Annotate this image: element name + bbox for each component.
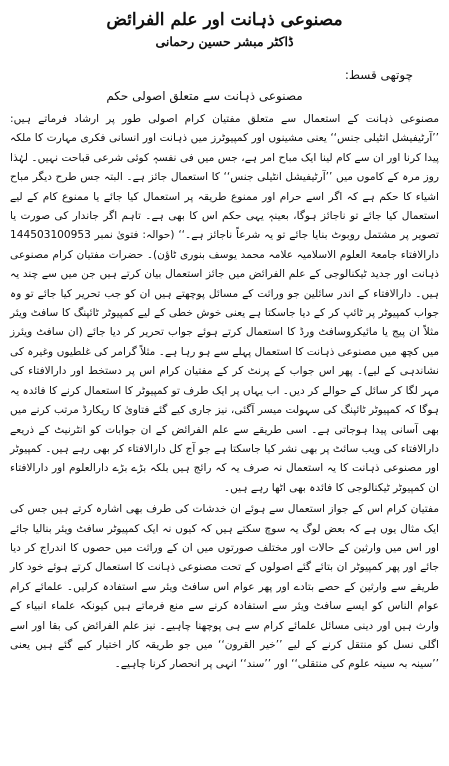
section-heading: مصنوعی ذہانت سے متعلق اصولی حکم — [106, 89, 303, 103]
installment-label: چوتھی قسط: — [344, 68, 413, 82]
paragraph-2: مفتیان کرام اس کے جواز استعمال سے ہوئے ان خدشات کی طرف بھی اشارہ کرتے ہیں جس کی ایک مثال یوں ہے کہ بعض لوگ یہ سوچ سکتے ہیں کہ کیوں نہ ایک کمپیوٹر سافٹ ویئر بنالیا جائے اور اس میں وارثین کے حالات اور مختلف صورتوں میں ان کے وراثت میں حصوں کا اندراج کر دیا جائے اور پھر کمپیوٹر ان بتائے گئے اصولوں کے تحت مصنوعی ذہانت کا استعمال کرتے ہوئے خود کار طریقے سے وارثین کے حصے بتادے اور پھر عوام اس سافٹ ویئر سے استفادہ کرلیں۔ علمائے کرام عوام الناس کو ایسے سافٹ ویئر سے استفادہ کرنے سے منع فرماتے ہیں کیونکہ علماء انبیاء کے وارث ہیں اور دینی مسائل علمائے کرام سے ہی پوچھنا چاہیے۔ نیز علم الفرائض کی بقا اور اسے اگلی نسل کو منتقل کرنے کے لیے ’’خیر القرون‘‘ میں جو طریقہ کار اختیار کیے گئے ہیں یعنی ’’سینہ بہ سینہ علوم کی منتقلی‘‘ اور ’’سند‘‘ انہی پر انحصار کرنا چاہیے۔ — [10, 503, 439, 671]
paragraph-1: مصنوعی ذہانت کے استعمال سے متعلق مفتیان کرام اصولی طور پر ارشاد فرماتے ہیں: ’’آرٹیفیشل انٹیلی جنس‘‘ یعنی مشینوں اور کمپیوٹرز میں ذہانت اور انسانی فکری مہارت کا ملکہ پیدا کرنا اور ان سے کام لینا ایک مباح امر ہے، جس میں فی نفسہٖ کوئی شرعی قباحت نہیں۔ لہٰذا روز مرہ کے کاموں میں ’’آرٹیفیشل انٹیلی جنس‘‘ کا استعمال جائز ہے۔ البتہ جس طرح دیگر مباح اشیاء کا حکم ہے کہ اگر اسے حرام اور ممنوع طریقہ پر استعمال کیا جائے یا ممنوع کام کے لیے استعمال کیا جائے تو ناجائز ہوگا، بعینہٖ یہی حکم اس کا بھی ہے۔ تاہم اگر جاندار کی صورت یا تصویر پر مشتمل روبوٹ بنایا جائے تو یہ شرعاً ناجائز ہے۔‘‘ (حوالہ: فتویٰ نمبر 144503100953 دارالافتاء جامعۃ العلوم الاسلامیہ علامہ محمد یوسف بنوری ٹاؤن)۔ حضرات مفتیان کرام مصنوعی ذہانت اور جدید ٹیکنالوجی کے علم الفرائض میں جائز استعمال بیان کرتے ہیں جن میں سے چند یہ ہیں۔ دارالافتاء کے اندر سائلین جو وراثت کے مسائل پوچھتے ہیں ان کو جب تحریر کیا جائے تو وہ جواب کمپیوٹر پر ٹائپ کر کے دیا جاسکتا ہے یعنی خوش خطی کے لیے کمپیوٹر ٹائپنگ کا سافٹ ویئر مثلاً ان پیج یا مائیکروسافٹ ورڈ کا استعمال کرتے ہوئے جواب تحریر کر دیا جائے (ان سافٹ ویئرز میں کچھ میں مصنوعی ذہانت کا استعمال پہلے سے ہو رہا ہے۔ مثلاً گرامر کی غلطیوں وغیرہ کی نشاندہی کے لیے)۔ پھر اس جواب کے پرنٹ کر کے مفتیان کرام اس پر دستخط اور دارالافتاء کی مہر لگا کر سائل کے حوالے کر دیں۔ اب یہاں پر ایک طرف تو کمپیوٹر کا استعمال کرنے کا فائدہ یہ ہوگا کہ کمپیوٹر ٹائپنگ کی سہولت میسر آگئی، نیز جاری کیے گئے فتاویٰ کا ریکارڈ مرتب کرنے میں بھی آسانی پیدا ہوجاتی ہے۔ اسی طریقے سے علم الفرائض کے ان جوابات کو انٹرنیٹ کے ذریعے دارالافتاء کی ویب سائٹ پر بھی نشر کیا جاسکتا ہے جو آج کل دارالافتاء کر بھی رہے ہیں۔ کمپیوٹر اور مصنوعی ذہانت کا یہ استعمال نہ صرف یہ کہ رائج ہیں بلکہ بڑے بڑے دارالعلوم اور دارالافتاء ان کمپیوٹر ٹیکنالوجی کا فائدہ بھی اٹھا رہے ہیں۔ — [10, 113, 439, 494]
article-title: مصنوعی ذہانت اور علم الفرائض — [106, 10, 343, 30]
article-author: ڈاکٹر مبشر حسین رحمانی — [155, 34, 294, 49]
